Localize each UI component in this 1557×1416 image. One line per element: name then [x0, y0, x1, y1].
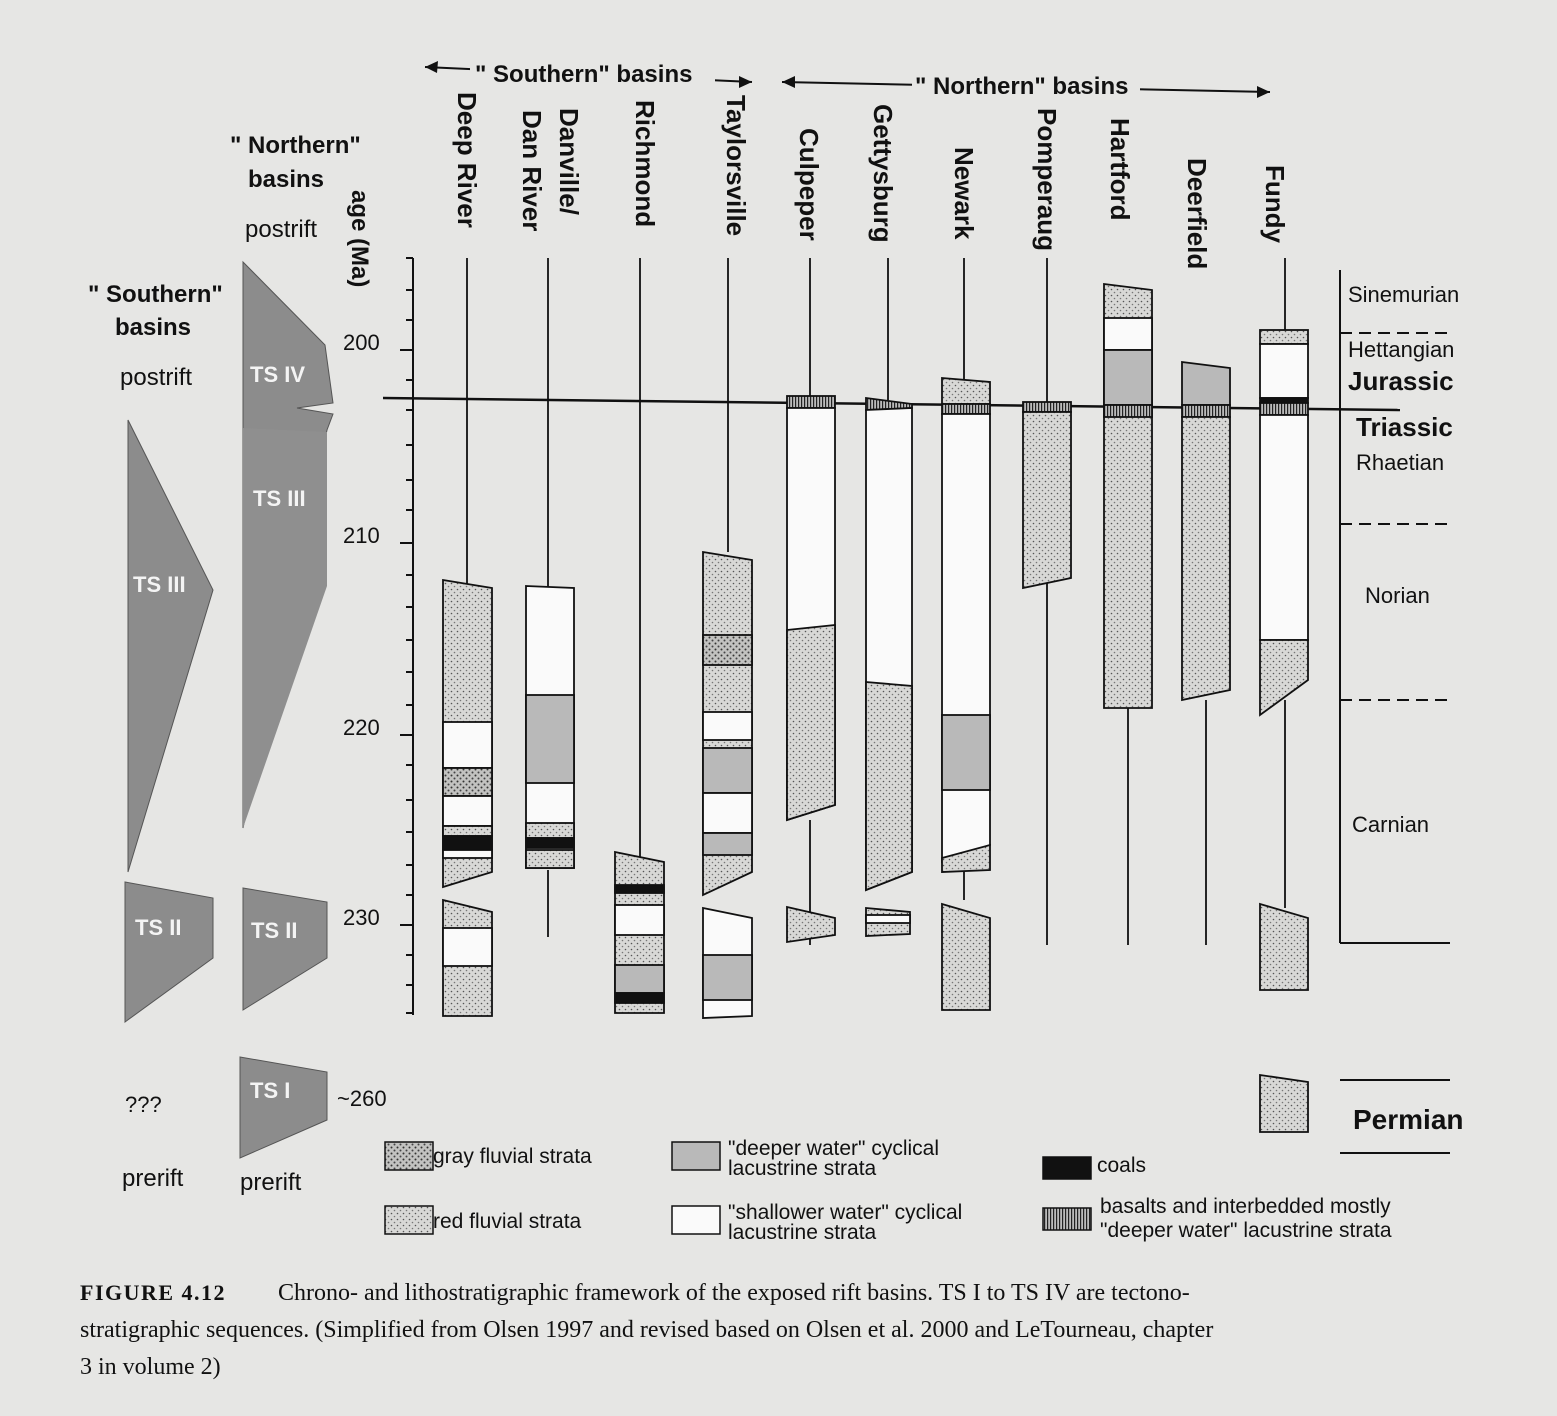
basin-danville: Danville/: [554, 108, 584, 215]
ts2-north-shape: [243, 888, 327, 1010]
column-taylorsville: [703, 258, 752, 1018]
basin-deerfield: Deerfield: [1182, 158, 1212, 270]
age-axis-title: age (Ma): [346, 190, 373, 288]
column-danville-dan-river: [526, 258, 574, 937]
tick-210: 210: [343, 523, 380, 548]
legend-shallower-line1: "shallower water" cyclical: [728, 1201, 963, 1224]
tick-230: 230: [343, 905, 380, 930]
basin-hartford: Hartford: [1105, 118, 1135, 221]
stage-scale: [1340, 270, 1464, 1153]
column-hartford: [1104, 284, 1152, 945]
ts2-south-shape: [125, 882, 213, 1022]
northern-postrift-label: postrift: [245, 216, 318, 243]
legend-basalts-line1: basalts and interbedded mostly: [1100, 1195, 1391, 1218]
caption-line3: 3 in volume 2): [80, 1354, 221, 1380]
legend-basalts-line2: "deeper water" lacustrine strata: [1100, 1219, 1392, 1242]
figure-caption: [80, 1280, 1213, 1380]
southern-basins-title-2: basins: [115, 314, 192, 341]
caption-label: FIGURE 4.12: [80, 1280, 227, 1305]
basin-culpeper: Culpeper: [794, 128, 824, 241]
southern-basins-title: " Southern": [88, 281, 223, 308]
southern-prerift-label: prerift: [122, 1165, 184, 1192]
legend-deeper-swatch: [672, 1142, 720, 1170]
northern-basins-header: [782, 70, 1270, 102]
legend-deeper-line1: "deeper water" cyclical: [728, 1137, 939, 1160]
period-triassic: Triassic: [1356, 412, 1453, 442]
legend-gray-fluvial: gray fluvial strata: [433, 1145, 592, 1168]
basin-deep-river: Deep River: [452, 92, 482, 228]
legend-deeper-line2: lacustrine strata: [728, 1157, 877, 1180]
column-newark: [942, 258, 990, 1010]
column-pomperaug: [1023, 258, 1071, 945]
unknown-label: ???: [125, 1092, 162, 1117]
legend-red-fluvial-swatch: [385, 1206, 433, 1234]
stage-hettangian: Hettangian: [1348, 337, 1455, 362]
stage-norian: Norian: [1365, 583, 1430, 608]
legend-coals-swatch: [1043, 1157, 1091, 1179]
basin-taylorsville: Taylorsville: [721, 95, 751, 237]
stage-rhaetian: Rhaetian: [1356, 450, 1445, 475]
ts-sequences: [125, 262, 333, 1158]
period-jurassic: Jurassic: [1348, 366, 1454, 396]
ts3-north-label: TS III: [253, 486, 306, 511]
northern-prerift-label: prerift: [240, 1169, 302, 1196]
southern-postrift-label: postrift: [120, 364, 193, 391]
ts1-shape: [240, 1057, 327, 1158]
basin-gettysburg: Gettysburg: [868, 104, 898, 243]
basin-dan-river: Dan River: [517, 110, 547, 232]
ts2-south-label: TS II: [135, 915, 182, 940]
caption-line1: Chrono- and lithostratigraphic framework of the exposed rift basins. TS I to TS IV are tectono-: [278, 1280, 1190, 1306]
tick-200: 200: [343, 330, 380, 355]
basin-richmond: Richmond: [630, 100, 660, 228]
legend-gray-fluvial-swatch: [385, 1142, 433, 1170]
basin-pomperaug: Pomperaug: [1032, 108, 1062, 252]
legend-red-fluvial: red fluvial strata: [433, 1210, 582, 1233]
stage-carnian: Carnian: [1352, 812, 1430, 837]
legend-shallower-line2: lacustrine strata: [728, 1221, 877, 1244]
column-deep-river: [443, 258, 492, 1016]
ts3-south-label: TS III: [133, 572, 186, 597]
ts4-label: TS IV: [250, 362, 306, 387]
ts2-north-label: TS II: [251, 918, 298, 943]
column-deerfield: [1182, 362, 1230, 945]
basin-newark: Newark: [949, 147, 979, 240]
basin-names: [452, 92, 1290, 269]
legend-basalts-swatch: [1043, 1208, 1091, 1230]
basin-columns: [443, 258, 1308, 1132]
stage-sinemurian: Sinemurian: [1348, 282, 1460, 307]
column-fundy: [1260, 258, 1308, 1132]
southern-basins-label: " Southern" basins: [475, 61, 693, 88]
ts3-south-shape: [128, 420, 213, 872]
northern-basins-title-2: basins: [248, 166, 325, 193]
tick-260: ~260: [337, 1086, 387, 1111]
column-culpeper: [787, 258, 835, 945]
legend-coals: coals: [1097, 1154, 1147, 1177]
legend: [385, 1137, 1392, 1244]
legend-shallower-swatch: [672, 1206, 720, 1234]
tick-220: 220: [343, 715, 380, 740]
basin-fundy: Fundy: [1260, 165, 1290, 243]
period-permian: Permian: [1353, 1104, 1464, 1135]
column-richmond: [615, 258, 664, 1013]
age-axis: [337, 190, 413, 1111]
caption-line2: stratigraphic sequences. (Simplified from Olsen 1997 and revised based on Olsen et al. 2000 and LeTourneau, chapter: [80, 1317, 1214, 1343]
column-gettysburg: [866, 258, 912, 936]
southern-basins-header: [425, 58, 752, 90]
northern-basins-label: " Northern" basins: [915, 73, 1129, 100]
northern-basins-title: " Northern": [230, 132, 361, 159]
ts1-label: TS I: [250, 1078, 291, 1103]
